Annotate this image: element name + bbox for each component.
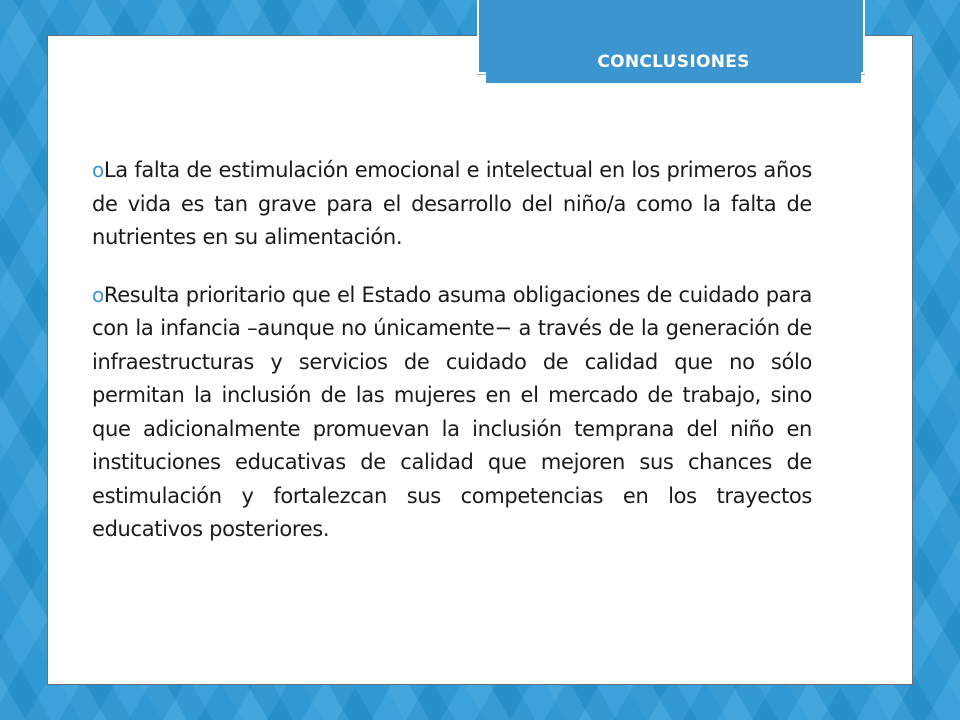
bullet-item xyxy=(92,279,812,547)
bullet-list xyxy=(92,154,812,571)
bullet-text: Resulta prioritario que el Estado asuma obligaciones de cuidado para con la infancia –aunque no únicamente− a través de la generación de infraestructuras y servicios de cuidado de calidad que no sólo permitan la inclusión de las mujeres en el mercado de trabajo, sino que adicionalmente promuevan la inclusión temprana del niño en instituciones educativas de calidad que mejoren sus chances de estimulación y fortalezcan sus competencias en los trayectos educativos posteriores. xyxy=(92,282,812,541)
bullet-marker-icon: o xyxy=(92,282,104,307)
title-tab xyxy=(486,35,861,83)
bullet-text: La falta de estimulación emocional e intelectual en los primeros años de vida es tan grave para el desarrollo del niño/a como la falta de nutrientes en su alimentación. xyxy=(92,158,812,249)
slide-title: CONCLUSIONES xyxy=(597,52,750,72)
bullet-marker-icon: o xyxy=(92,158,104,182)
bullet-item xyxy=(92,154,812,255)
